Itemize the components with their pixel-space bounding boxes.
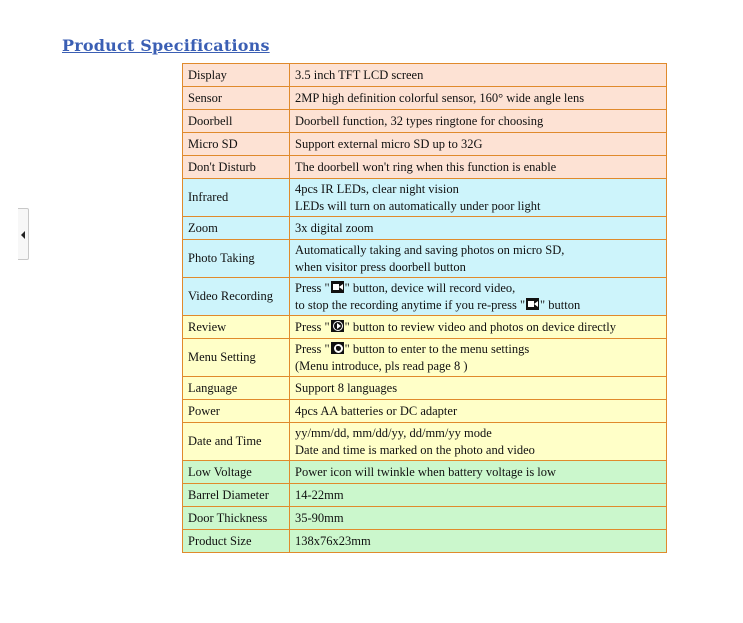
spec-value bbox=[290, 339, 667, 377]
spec-value: 3x digital zoom bbox=[290, 217, 667, 240]
table-row bbox=[183, 507, 667, 530]
side-collapse-tab[interactable] bbox=[18, 208, 29, 260]
spec-value bbox=[290, 278, 667, 316]
table-row bbox=[183, 278, 667, 316]
table-row bbox=[183, 400, 667, 423]
spec-value-line bbox=[295, 297, 661, 314]
table-row bbox=[183, 240, 667, 278]
spec-key: Product Size bbox=[183, 530, 290, 553]
spec-key: Door Thickness bbox=[183, 507, 290, 530]
spec-value: 14-22mm bbox=[290, 484, 667, 507]
table-row bbox=[183, 530, 667, 553]
spec-value: Support 8 languages bbox=[290, 377, 667, 400]
table-row bbox=[183, 133, 667, 156]
table-row bbox=[183, 217, 667, 240]
spec-value-line: Date and time is marked on the photo and video bbox=[295, 442, 535, 457]
spec-key: Zoom bbox=[183, 217, 290, 240]
spec-value: 35-90mm bbox=[290, 507, 667, 530]
spec-value: Support external micro SD up to 32G bbox=[290, 133, 667, 156]
spec-key: Photo Taking bbox=[183, 240, 290, 278]
spec-value bbox=[290, 316, 667, 339]
spec-value-line: 4pcs IR LEDs, clear night vision bbox=[295, 181, 459, 196]
collapse-arrow-left-icon bbox=[21, 231, 25, 239]
table-row bbox=[183, 64, 667, 87]
table-row bbox=[183, 461, 667, 484]
spec-value: The doorbell won't ring when this function is enable bbox=[290, 156, 667, 179]
table-row bbox=[183, 377, 667, 400]
spec-key: Low Voltage bbox=[183, 461, 290, 484]
text-segment: Press " bbox=[295, 280, 330, 295]
play-review-icon bbox=[331, 320, 344, 332]
spec-key: Video Recording bbox=[183, 278, 290, 316]
text-segment: " button to review video and photos on device directly bbox=[344, 319, 616, 334]
spec-value bbox=[290, 423, 667, 461]
spec-value: 2MP high definition colorful sensor, 160° wide angle lens bbox=[290, 87, 667, 110]
spec-value bbox=[290, 179, 667, 217]
table-row bbox=[183, 179, 667, 217]
spec-key: Don't Disturb bbox=[183, 156, 290, 179]
spec-key: Infrared bbox=[183, 179, 290, 217]
spec-value: Power icon will twinkle when battery voltage is low bbox=[290, 461, 667, 484]
page-title: Product Specifications bbox=[62, 36, 270, 55]
spec-value-line: LEDs will turn on automatically under poor light bbox=[295, 198, 541, 213]
text-segment: Press " bbox=[295, 341, 330, 356]
spec-key: Date and Time bbox=[183, 423, 290, 461]
text-segment: Press " bbox=[295, 319, 330, 334]
table-row bbox=[183, 87, 667, 110]
spec-key: Display bbox=[183, 64, 290, 87]
spec-value-line: Automatically taking and saving photos on micro SD, bbox=[295, 242, 565, 257]
spec-key: Review bbox=[183, 316, 290, 339]
text-segment: to stop the recording anytime if you re-press " bbox=[295, 297, 526, 312]
spec-key: Menu Setting bbox=[183, 339, 290, 377]
table-row bbox=[183, 316, 667, 339]
spec-key: Language bbox=[183, 377, 290, 400]
spec-value: 4pcs AA batteries or DC adapter bbox=[290, 400, 667, 423]
spec-value-line bbox=[295, 280, 661, 297]
table-row bbox=[183, 484, 667, 507]
spec-value bbox=[290, 240, 667, 278]
menu-gear-icon bbox=[331, 342, 344, 354]
spec-value: Doorbell function, 32 types ringtone for choosing bbox=[290, 110, 667, 133]
table-row bbox=[183, 156, 667, 179]
table-row bbox=[183, 423, 667, 461]
spec-key: Power bbox=[183, 400, 290, 423]
spec-key: Doorbell bbox=[183, 110, 290, 133]
table-row bbox=[183, 110, 667, 133]
spec-key: Sensor bbox=[183, 87, 290, 110]
text-segment: " button to enter to the menu settings bbox=[344, 341, 530, 356]
video-record-icon bbox=[331, 281, 344, 293]
video-record-icon bbox=[526, 298, 539, 310]
spec-value: 138x76x23mm bbox=[290, 530, 667, 553]
table-row bbox=[183, 339, 667, 377]
spec-key: Micro SD bbox=[183, 133, 290, 156]
spec-table bbox=[182, 63, 667, 553]
text-segment: " button bbox=[540, 297, 581, 312]
spec-value-line: when visitor press doorbell button bbox=[295, 259, 466, 274]
spec-value: 3.5 inch TFT LCD screen bbox=[290, 64, 667, 87]
spec-value-line bbox=[295, 341, 661, 358]
spec-key: Barrel Diameter bbox=[183, 484, 290, 507]
spec-value-line: (Menu introduce, pls read page 8 ) bbox=[295, 358, 468, 373]
spec-value-line: yy/mm/dd, mm/dd/yy, dd/mm/yy mode bbox=[295, 425, 492, 440]
text-segment: " button, device will record video, bbox=[344, 280, 516, 295]
